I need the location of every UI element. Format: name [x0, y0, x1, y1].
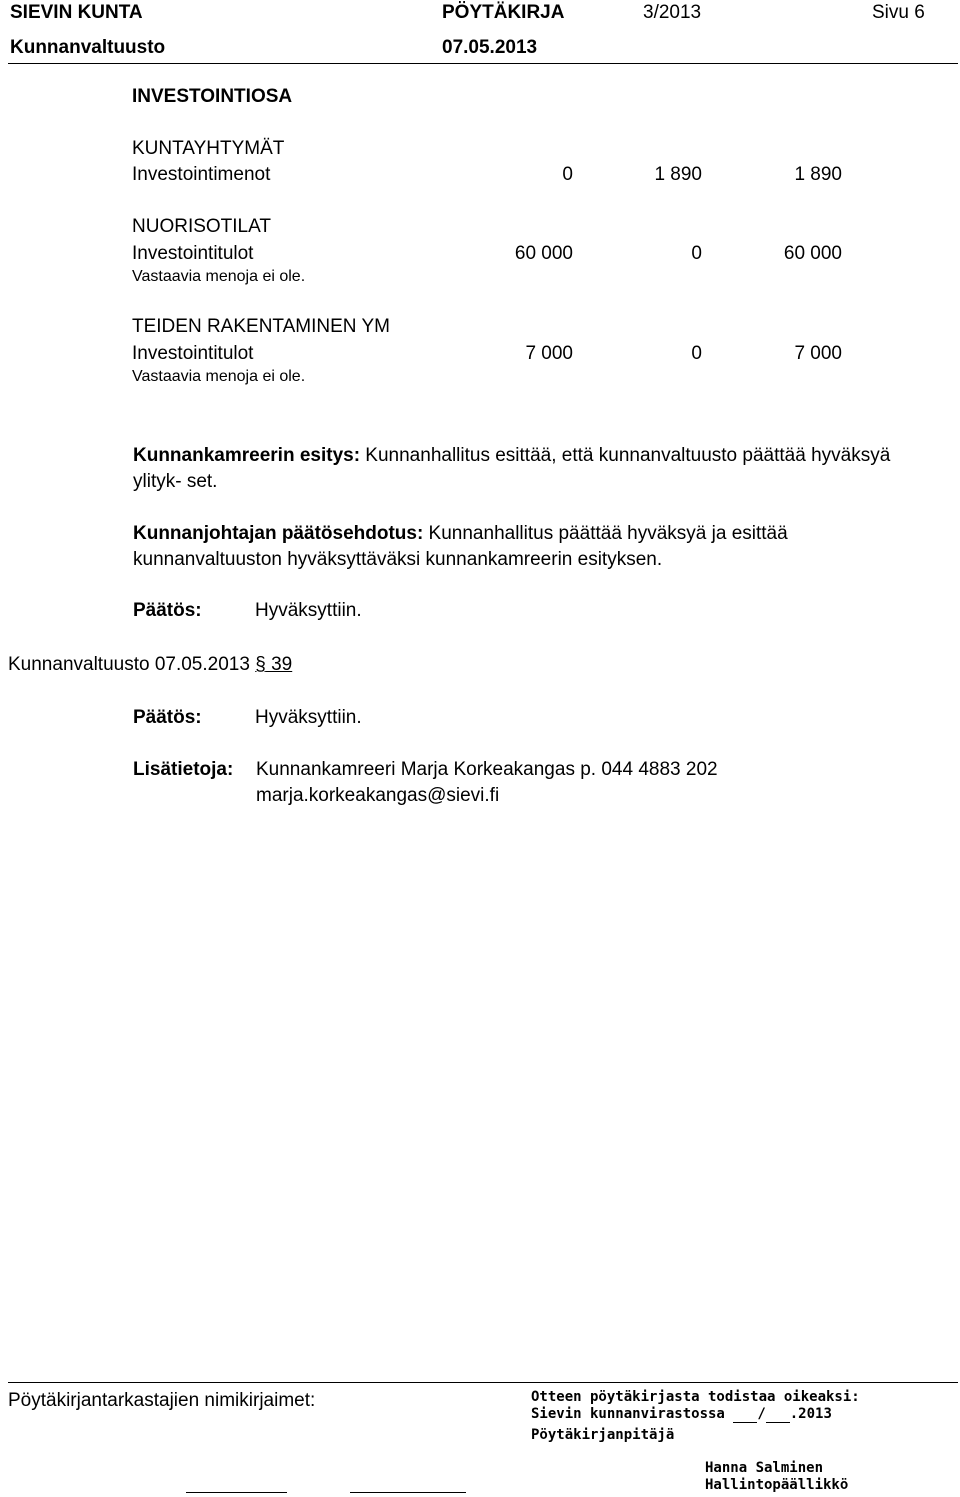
decision-label: Päätös:	[133, 600, 202, 621]
proposal-label: Kunnankamreerin esitys:	[133, 445, 361, 466]
value-col-1: 0	[562, 164, 573, 185]
footer-office-line	[531, 1406, 832, 1423]
section-title: INVESTOINTIOSA	[132, 86, 293, 107]
date-blank-day	[733, 1406, 757, 1423]
group-note: Vastaavia menoja ei ole.	[132, 268, 306, 285]
value-col-3: 60 000	[783, 243, 842, 264]
row-label: Investointimenot	[132, 164, 271, 185]
footer-keeper: Pöytäkirjanpitäjä	[531, 1427, 675, 1443]
footer-office-year: .2013	[789, 1406, 832, 1422]
date-blank-month	[766, 1406, 790, 1423]
header-page: Sivu 6	[872, 2, 925, 23]
group-name: KUNTAYHTYMÄT	[132, 138, 285, 159]
header-number: 3/2013	[643, 2, 702, 23]
signature-line-2	[350, 1492, 466, 1493]
value-col-2: 0	[691, 243, 702, 264]
group-name: NUORISOTILAT	[132, 216, 271, 237]
row-label: Investointitulot	[132, 343, 254, 364]
header-body-name: Kunnanvaltuusto	[10, 37, 166, 58]
info-email: marja.korkeakangas@sievi.fi	[256, 785, 500, 806]
row-label: Investointitulot	[132, 243, 254, 264]
info-contact: Kunnankamreeri Marja Korkeakangas p. 044 4883 202	[256, 759, 718, 780]
value-col-2: 0	[691, 343, 702, 364]
value-col-3: 7 000	[794, 343, 842, 364]
value-col-1: 7 000	[525, 343, 573, 364]
header-org: SIEVIN KUNTA	[10, 2, 143, 23]
value-col-1: 60 000	[514, 243, 573, 264]
footer-signer-name: Hanna Salminen	[705, 1460, 824, 1476]
section-mark: § 39	[255, 654, 293, 675]
header-divider	[8, 63, 958, 64]
treasurer-proposal	[133, 443, 933, 495]
proposal-text: Kunnanhallitus esittää, että kunnanvaltuusto päättää hyväksyä ylityk- set.	[133, 445, 891, 492]
footer-divider	[8, 1382, 958, 1383]
footer-initials-label: Pöytäkirjantarkastajien nimikirjaimet:	[8, 1390, 316, 1411]
group-note: Vastaavia menoja ei ole.	[132, 368, 306, 385]
footer-certify: Otteen pöytäkirjasta todistaa oikeaksi:	[531, 1389, 860, 1405]
council-reference-text: Kunnanvaltuusto 07.05.2013	[8, 654, 250, 675]
council-reference	[8, 654, 292, 676]
decision-value: Hyväksyttiin.	[255, 600, 362, 621]
group-name: TEIDEN RAKENTAMINEN YM	[132, 316, 390, 337]
footer-office-sep: /	[757, 1406, 766, 1422]
header-doc-type: PÖYTÄKIRJA	[442, 2, 565, 23]
decision-value: Hyväksyttiin.	[255, 707, 362, 728]
footer-signer-title: Hallintopäällikkö	[705, 1477, 849, 1493]
mayor-proposal	[133, 521, 933, 573]
signature-line-1	[186, 1492, 287, 1493]
value-col-3: 1 890	[794, 164, 842, 185]
header-date: 07.05.2013	[442, 37, 538, 58]
footer-office-prefix: Sievin kunnanvirastossa	[531, 1406, 725, 1422]
info-label: Lisätietoja:	[133, 759, 234, 780]
mayor-proposal-label: Kunnanjohtajan päätösehdotus:	[133, 523, 424, 544]
value-col-2: 1 890	[654, 164, 702, 185]
section-number: 39	[265, 654, 293, 675]
mayor-proposal-text: Kunnanhallitus päättää hyväksyä ja esittää kunnanvaltuuston hyväksyttäväksi kunnankamreerin esityksen.	[133, 523, 788, 570]
decision-label: Päätös:	[133, 707, 202, 728]
